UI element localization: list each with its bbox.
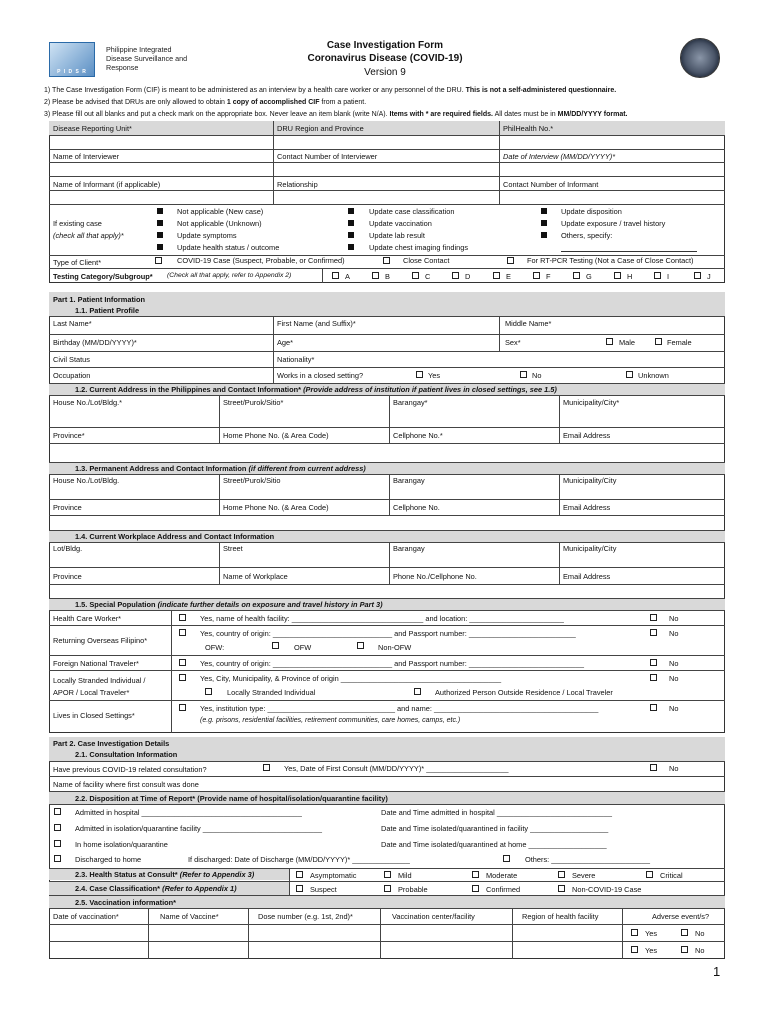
checkbox-lsi-no[interactable] xyxy=(650,674,657,681)
section-1-3: 1.3. Permanent Address and Contact Information (if different from current address) xyxy=(75,464,366,473)
section-2-1: 2.1. Consultation Information xyxy=(75,750,178,759)
checkbox-category-e[interactable] xyxy=(493,272,500,279)
category-label-g: G xyxy=(586,272,592,281)
civil-status-label: Civil Status xyxy=(53,355,90,364)
house2-label: House No./Lot/Bldg. xyxy=(53,476,120,485)
existing-case-label: If existing case xyxy=(53,219,102,228)
workplace-label: Name of Workplace xyxy=(223,572,288,581)
checkbox-others[interactable] xyxy=(541,232,547,238)
existing-case-note: (check all that apply)* xyxy=(53,231,124,240)
checkbox-category-j[interactable] xyxy=(694,272,701,279)
checkbox-na-unknown[interactable] xyxy=(157,220,163,226)
interviewer-contact-label: Contact Number of Interviewer xyxy=(277,152,378,161)
category-label-i: I xyxy=(667,272,670,281)
checkbox-noncovid[interactable] xyxy=(558,885,565,892)
checkbox-female[interactable] xyxy=(655,338,662,345)
category-label-f: F xyxy=(546,272,551,281)
checkbox-adverse-no-1[interactable] xyxy=(681,929,688,936)
street3-label: Street xyxy=(223,544,243,553)
checkbox-lsi-yes[interactable] xyxy=(179,674,186,681)
checkbox-hcw-no[interactable] xyxy=(650,614,657,621)
checkbox-lab[interactable] xyxy=(348,232,354,238)
home-phone2-label: Home Phone No. (& Area Code) xyxy=(223,503,329,512)
philhealth-label: PhilHealth No.* xyxy=(503,124,554,133)
checkbox-asymptomatic[interactable] xyxy=(296,871,303,878)
dru-unit-label: Disease Reporting Unit* xyxy=(53,124,132,133)
barangay3-label: Barangay xyxy=(393,544,425,553)
checkbox-closed-settings-no[interactable] xyxy=(650,704,657,711)
lsi-label: Locally Stranded Individual / xyxy=(53,676,146,685)
dose-header: Dose number (e.g. 1st, 2nd)* xyxy=(258,912,353,921)
section-1-4: 1.4. Current Workplace Address and Contact Information xyxy=(75,532,275,541)
informant-label: Name of Informant (if applicable) xyxy=(53,180,161,189)
checkbox-discharged[interactable] xyxy=(54,855,61,862)
checkbox-exposure[interactable] xyxy=(541,220,547,226)
last-name-label: Last Name* xyxy=(53,319,92,328)
client-type-label: Type of Client* xyxy=(53,258,102,267)
checkbox-closed-yes[interactable] xyxy=(416,371,423,378)
lot-label: Lot/Bldg. xyxy=(53,544,83,553)
section-1-1: 1.1. Patient Profile xyxy=(75,306,140,315)
checkbox-client-covid[interactable] xyxy=(155,257,162,264)
section-2-5: 2.5. Vaccination information* xyxy=(75,898,177,907)
occupation-label: Occupation xyxy=(53,371,91,380)
section-2-2: 2.2. Disposition at Time of Report* (Provide name of hospital/isolation/quarantine facility) xyxy=(75,794,388,803)
municipality-label: Municipality/City* xyxy=(563,398,620,407)
barangay2-label: Barangay xyxy=(393,476,425,485)
checkbox-apor[interactable] xyxy=(414,688,421,695)
checkbox-probable[interactable] xyxy=(384,885,391,892)
checkbox-category-c[interactable] xyxy=(412,272,419,279)
middle-name-label: Middle Name* xyxy=(505,319,552,328)
prev-consult-label: Have previous COVID-19 related consultation? xyxy=(53,765,207,774)
checkbox-closed-settings-yes[interactable] xyxy=(179,704,186,711)
checkbox-adverse-yes-2[interactable] xyxy=(631,946,638,953)
instructions: 1) The Case Investigation Form (CIF) is meant to be administered as an interview by a health care worker or any personnel of the DRU. This is not a self-administered questionnaire. 2) Please be advised that DRUs are only allowed to obtain 1 copy of accomplished CIF from a patient. 3) Please fill out all blanks and put a check mark on the appropriate box. Never leave an item blank (write N/A). Items with * are required fields. All dates must be in MM/DD/YYYY format. xyxy=(44,87,628,118)
facility-label: Name of facility where first consult was done xyxy=(53,780,199,789)
checkbox-confirmed[interactable] xyxy=(472,885,479,892)
org-name: Philippine Integrated Disease Surveillance and Response xyxy=(106,45,188,72)
checkbox-adm-isolation[interactable] xyxy=(54,824,61,831)
category-label-j: J xyxy=(707,272,711,281)
section-1-5: 1.5. Special Population (indicate further details on exposure and travel history in Part 3) xyxy=(75,600,383,609)
checkbox-closed-unknown[interactable] xyxy=(626,371,633,378)
category-label-h: H xyxy=(627,272,633,281)
vaccination-center-header: Vaccination center/facility xyxy=(392,912,475,921)
checkbox-prev-yes[interactable] xyxy=(263,764,270,771)
email3-label: Email Address xyxy=(563,572,611,581)
checkbox-male[interactable] xyxy=(606,338,613,345)
section-2-3: 2.3. Health Status at Consult* (Refer to Appendix 3) xyxy=(75,870,255,879)
checkbox-hcw-yes[interactable] xyxy=(179,614,186,621)
cellphone2-label: Cellphone No. xyxy=(393,503,440,512)
phone3-label: Phone No./Cellphone No. xyxy=(393,572,477,581)
municipality3-label: Municipality/City xyxy=(563,544,617,553)
checkbox-lsi[interactable] xyxy=(205,688,212,695)
checkbox-home-isolation[interactable] xyxy=(54,840,61,847)
checkbox-na-new[interactable] xyxy=(157,208,163,214)
category-label-b: B xyxy=(385,272,390,281)
form-subtitle: Coronavirus Disease (COVID-19) xyxy=(307,53,463,64)
closed-settings-label: Lives in Closed Settings* xyxy=(53,711,135,720)
barangay-label: Barangay* xyxy=(393,398,428,407)
form-title: Case Investigation Form xyxy=(326,40,444,51)
birthday-label: Birthday (MM/DD/YYYY)* xyxy=(53,338,137,347)
section-1-2: 1.2. Current Address in the Philippines and Contact Information* (Provide address of institution if patient lives in closed settings, see 1.5) xyxy=(75,385,557,394)
testing-category-label: Testing Category/Subgroup* xyxy=(53,272,153,281)
cellphone-label: Cellphone No.* xyxy=(393,431,443,440)
hcw-label: Health Care Worker* xyxy=(53,614,122,623)
informant-contact-label: Contact Number of Informant xyxy=(503,180,599,189)
checkbox-nonofw[interactable] xyxy=(357,642,364,649)
checkbox-health[interactable] xyxy=(157,244,163,250)
nationality-label: Nationality* xyxy=(277,355,315,364)
checkbox-symptoms[interactable] xyxy=(157,232,163,238)
category-label-d: D xyxy=(465,272,471,281)
checkbox-rof-yes[interactable] xyxy=(179,629,186,636)
vaccine-name-header: Name of Vaccine* xyxy=(160,912,219,921)
category-label-c: C xyxy=(425,272,431,281)
street2-label: Street/Purok/Sitio xyxy=(223,476,281,485)
checkbox-category-a[interactable] xyxy=(332,272,339,279)
checkbox-suspect[interactable] xyxy=(296,885,303,892)
relationship-label: Relationship xyxy=(277,180,318,189)
checkbox-adverse-yes-1[interactable] xyxy=(631,929,638,936)
dru-region-label: DRU Region and Province xyxy=(277,124,364,133)
pidsr-logo: P I D S R xyxy=(49,42,95,77)
checkbox-moderate[interactable] xyxy=(472,871,479,878)
interview-date-label: Date of Interview (MM/DD/YYYY)* xyxy=(503,152,616,161)
rof-label: Returning Overseas Filipino* xyxy=(53,636,148,645)
page-number: 1 xyxy=(713,964,721,979)
checkbox-others-disposition[interactable] xyxy=(503,855,510,862)
checkbox-closed-no[interactable] xyxy=(520,371,527,378)
first-name-label: First Name (and Suffix)* xyxy=(277,319,356,328)
checkbox-adm-hospital[interactable] xyxy=(54,808,61,815)
checkbox-category-h[interactable] xyxy=(614,272,621,279)
vaccination-date-header: Date of vaccination* xyxy=(53,912,119,921)
checkbox-category-g[interactable] xyxy=(573,272,580,279)
province-label: Province* xyxy=(53,431,85,440)
adverse-event-header: Adverse event/s? xyxy=(652,912,710,921)
checkbox-ofw[interactable] xyxy=(272,642,279,649)
part2-title: Part 2. Case Investigation Details xyxy=(53,739,170,748)
category-label-a: A xyxy=(345,272,350,281)
checkbox-category-f[interactable] xyxy=(533,272,540,279)
fnt-label: Foreign National Traveler* xyxy=(53,659,139,668)
part1-title: Part 1. Patient Information xyxy=(53,295,145,304)
sex-label: Sex* xyxy=(505,338,521,347)
category-label-e: E xyxy=(506,272,511,281)
doh-seal-icon xyxy=(680,38,720,78)
interviewer-label: Name of Interviewer xyxy=(53,152,120,161)
checkbox-prev-no[interactable] xyxy=(650,764,657,771)
checkbox-classification[interactable] xyxy=(348,208,354,214)
checkbox-category-i[interactable] xyxy=(654,272,661,279)
section-2-4: 2.4. Case Classification* (Refer to Appendix 1) xyxy=(75,884,237,893)
checkbox-critical[interactable] xyxy=(646,871,653,878)
province3-label: Province xyxy=(53,572,82,581)
checkbox-fnt-yes[interactable] xyxy=(179,659,186,666)
email2-label: Email Address xyxy=(563,503,611,512)
checkbox-rof-no[interactable] xyxy=(650,629,657,636)
checkbox-mild[interactable] xyxy=(384,871,391,878)
checkbox-fnt-no[interactable] xyxy=(650,659,657,666)
checkbox-vaccination[interactable] xyxy=(348,220,354,226)
checkbox-disposition[interactable] xyxy=(541,208,547,214)
province2-label: Province xyxy=(53,503,82,512)
age-label: Age* xyxy=(277,338,294,347)
email-label: Email Address xyxy=(563,431,611,440)
municipality2-label: Municipality/City xyxy=(563,476,617,485)
checkbox-severe[interactable] xyxy=(558,871,565,878)
home-phone-label: Home Phone No. (& Area Code) xyxy=(223,431,329,440)
checkbox-client-rtpcr[interactable] xyxy=(507,257,514,264)
region-header: Region of health facility xyxy=(522,912,599,921)
form-version: Version 9 xyxy=(364,67,406,78)
closed-setting-label: Works in a closed setting? xyxy=(277,371,364,380)
checkbox-chest[interactable] xyxy=(348,244,354,250)
checkbox-category-b[interactable] xyxy=(372,272,379,279)
house-label: House No./Lot/Bldg.* xyxy=(53,398,123,407)
checkbox-client-close[interactable] xyxy=(383,257,390,264)
checkbox-adverse-no-2[interactable] xyxy=(681,946,688,953)
street-label: Street/Purok/Sitio* xyxy=(223,398,284,407)
checkbox-category-d[interactable] xyxy=(452,272,459,279)
